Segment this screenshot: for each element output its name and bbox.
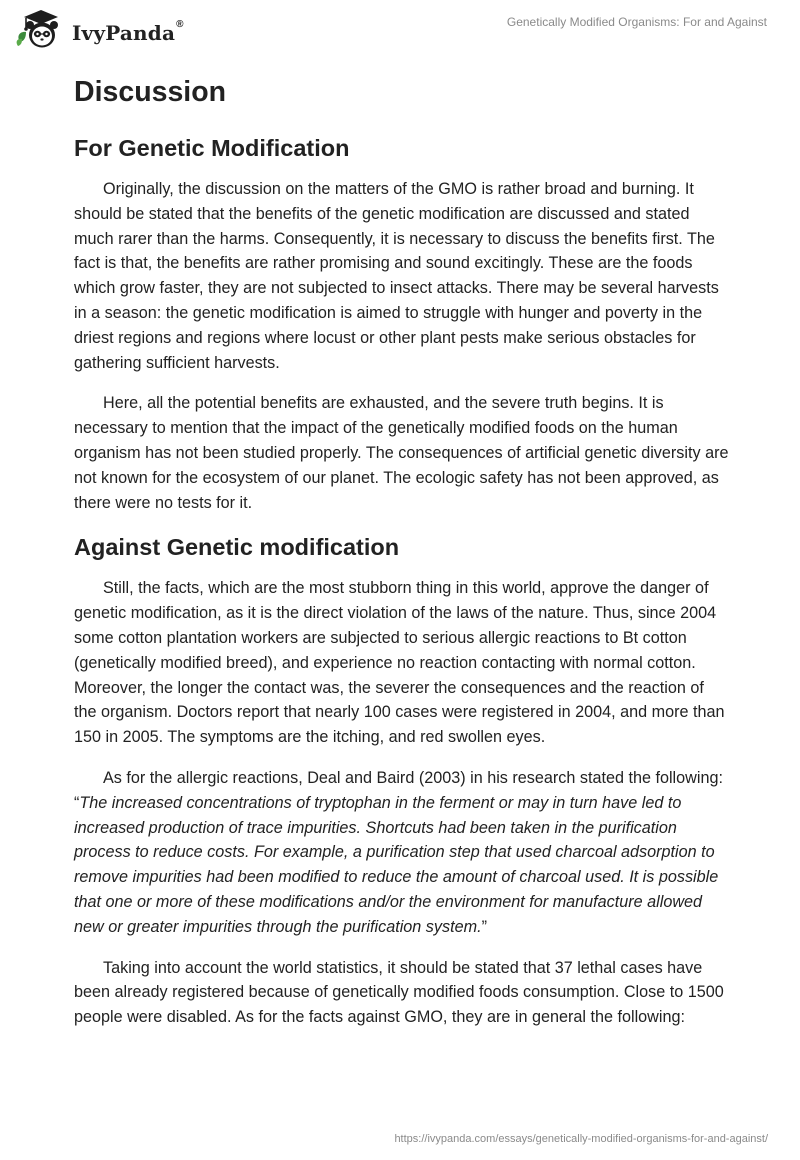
page-header	[0, 0, 800, 62]
source-url[interactable]: https://ivypanda.com/essays/genetically-modified-organisms-for-and-against/	[394, 1133, 768, 1145]
block-quote: The increased concentrations of tryptophan in the ferment or may in turn have led to increased production of trace impurities. Shortcuts had been taken in the purification process to reduce costs. For example, a purification step that used charcoal adsorption to remove impurities had been modified to reduce the amount of charcoal used. It is possible that one or more of these modifications and/or the environment for manufacture allowed new or greater impurities through the purification system.	[74, 793, 719, 936]
paragraph: Originally, the discussion on the matters of the GMO is rather broad and burning. It should be stated that the benefits of the genetic modification are discussed and stated much rarer than the harms. Consequently, it is necessary to discuss the benefits first. The fact is that, the benefits are rather promising and sound excitingly. These are the foods which grow faster, they are not subjected to insect attacks. There may be several harvests in a season: the genetic modification is aimed to struggle with hunger and poverty in the driest regions and regions where locust or other plant pests make serious obstacles for gathering sufficient harvests.	[74, 180, 719, 372]
panda-graduate-icon	[14, 8, 66, 56]
paragraph: Still, the facts, which are the most stubborn thing in this world, approve the danger of genetic modification, as it is the direct violation of the laws of the nature. Thus, since 2004 some cotton plantation workers are subjected to serious allergic reactions to Bt cotton (genetically modified breed), and experience no reaction contacting with normal cotton. Moreover, the longer the contact was, the severer the consequences and the reaction of the organism. Doctors report that nearly 100 cases were registered in 2004, and more than 150 in 2005. The symptoms are the itching, and red swollen eyes.	[74, 579, 725, 747]
article-body	[74, 70, 730, 1046]
quote-close: ”	[481, 917, 487, 936]
quote-paragraph	[74, 766, 730, 940]
document-title: Genetically Modified Organisms: For and Against	[506, 15, 767, 29]
brand-name: IvyPanda®	[72, 19, 184, 45]
registered-mark: ®	[176, 19, 184, 30]
brand-logo[interactable]	[14, 8, 184, 56]
paragraph: Taking into account the world statistics, it should be stated that 37 lethal cases have been already registered because of genetically modified foods consumption. Close to 1500 people were disabled. As for the facts against GMO, they are in general the following:	[74, 958, 724, 1027]
against-modification-heading: Against Genetic modification	[74, 534, 400, 561]
quote-intro: As for the allergic reactions, Deal and Baird (2003) in his research stated the following: “	[74, 768, 723, 812]
for-modification-heading: For Genetic Modification	[74, 135, 350, 161]
paragraph: Here, all the potential benefits are exhausted, and the severe truth begins. It is necessary to mention that the impact of the genetically modified foods on the human organism has not been studied properly. The consequences of artificial genetic diversity are not known for the ecosystem of our planet. The ecologic safety has not been approved, as there were no tests for it.	[74, 394, 729, 512]
discussion-heading: Discussion	[74, 76, 227, 108]
